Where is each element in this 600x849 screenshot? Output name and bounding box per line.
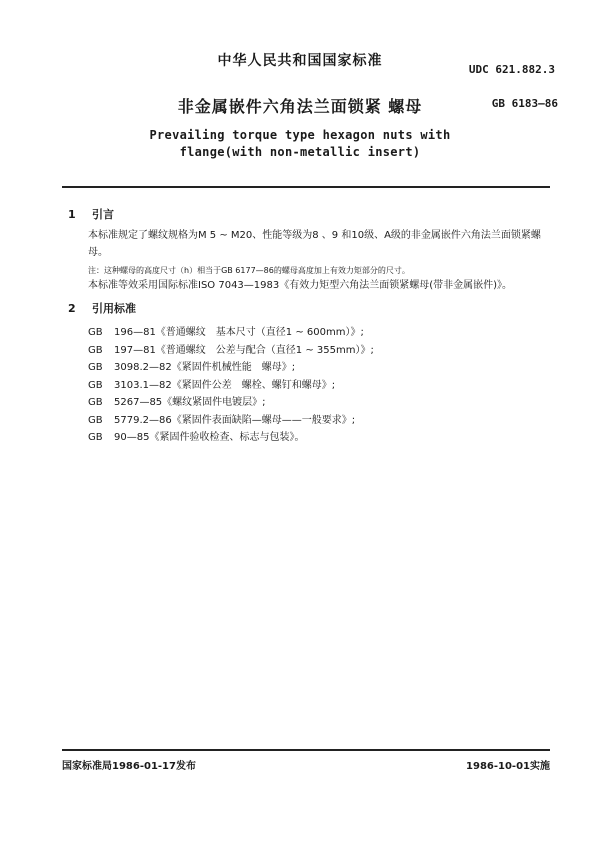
- section-2-number: 2: [68, 302, 76, 315]
- section-1-equivalence: 本标准等效采用国际标准ISO 7043—1983《有效力矩型六角法兰面锁紧螺母(带非金属嵌件)》。: [88, 280, 513, 291]
- standard-number: GB 6183—86: [491, 97, 558, 110]
- document-title-cn: 非金属嵌件六角法兰面锁紧 螺母: [177, 97, 423, 116]
- reference-item: GB 90—85《紧固件验收检查、标志与包装》。: [88, 432, 305, 443]
- section-2-heading: [68, 300, 136, 316]
- reference-item: GB 5779.2—86《紧固件表面缺陷—螺母——一般要求》;: [88, 414, 356, 426]
- effective-date: 1986-10-01实施: [466, 761, 550, 772]
- section-1-title: 引言: [92, 208, 114, 221]
- section-1-heading: [68, 206, 114, 222]
- section-2-title: 引用标准: [92, 302, 136, 315]
- reference-item: GB 3098.2—82《紧固件机械性能 螺母》;: [88, 362, 296, 373]
- document-title-en-line2: flange(with non-metallic insert): [179, 145, 421, 159]
- reference-list: [88, 324, 374, 447]
- reference-item: GB 197—81《普通螺纹 公差与配合（直径1 ~ 355mm）》;: [88, 344, 374, 356]
- top-divider: [62, 186, 550, 188]
- reference-item: GB 3103.1—82《紧固件公差 螺栓、螺钉和螺母》;: [88, 379, 336, 391]
- bottom-divider: [62, 749, 550, 751]
- section-1-number: 1: [68, 208, 76, 221]
- section-1-paragraph: 本标准规定了螺纹规格为M 5 ~ M20、性能等级为8 、9 和10级、A级的非金属嵌件六角法兰面锁紧螺母。: [88, 230, 541, 258]
- issuing-country-header: 中华人民共和国国家标准: [217, 53, 383, 69]
- reference-item: GB 5267—85《螺纹紧固件电镀层》;: [88, 397, 266, 408]
- issue-date: 国家标准局1986-01-17发布: [62, 761, 196, 772]
- reference-item: GB 196—81《普通螺纹 基本尺寸（直径1 ~ 600mm）》;: [88, 327, 364, 338]
- udc-number: UDC 621.882.3: [468, 63, 555, 76]
- document-title-en-line1: Prevailing torque type hexagon nuts with: [149, 128, 451, 142]
- section-1-note: 注：这种螺母的高度尺寸（h）相当于GB 6177—86的螺母高度加上有效力矩部分的尺寸。: [88, 266, 410, 275]
